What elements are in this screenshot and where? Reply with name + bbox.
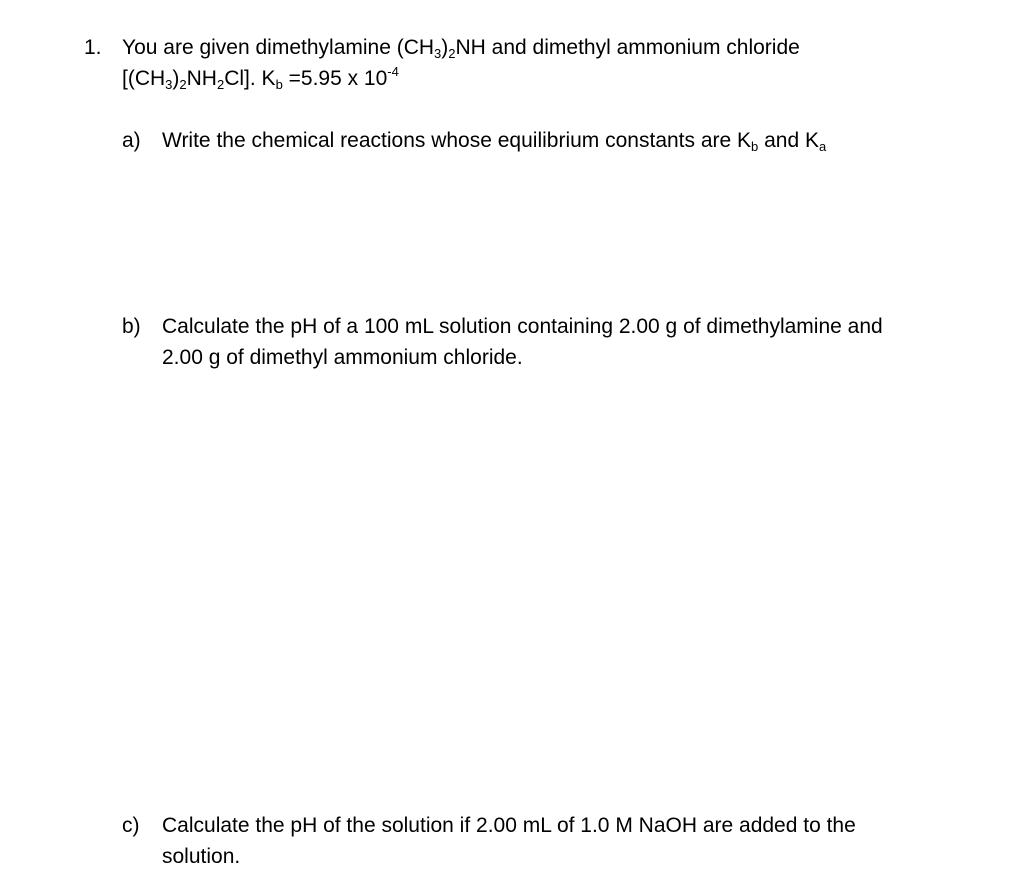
part-b-line-1: Calculate the pH of a 100 mL solution containing 2.00 g of dimethylamine and bbox=[162, 315, 883, 338]
part-c-line-1: Calculate the pH of the solution if 2.00 mL of 1.0 M NaOH are added to the bbox=[162, 814, 856, 837]
part-c-line-2: solution. bbox=[162, 845, 241, 868]
part-a-text-mid: and K bbox=[758, 129, 819, 152]
intro-text: ) bbox=[441, 36, 449, 59]
intro-subscript: 3 bbox=[165, 77, 173, 92]
intro-subscript: b bbox=[275, 77, 283, 92]
part-c-label: c) bbox=[122, 814, 140, 837]
intro-text: You are given dimethylamine (CH bbox=[122, 36, 435, 59]
intro-text: Cl]. K bbox=[224, 67, 276, 90]
intro-subscript: 3 bbox=[434, 46, 442, 61]
part-b-line-2: 2.00 g of dimethyl ammonium chloride. bbox=[162, 346, 523, 369]
part-a-subscript-b: b bbox=[751, 139, 759, 154]
question-intro-line-1 bbox=[122, 32, 1002, 63]
part-a-label: a) bbox=[122, 129, 141, 152]
intro-text: =5.95 x 10 bbox=[282, 67, 388, 90]
intro-text: NH bbox=[186, 67, 217, 90]
part-a-text-main: Write the chemical reactions whose equilibrium constants are K bbox=[162, 129, 752, 152]
question-intro-line-2 bbox=[122, 63, 1002, 94]
question-intro bbox=[122, 32, 1002, 94]
intro-text: ) bbox=[172, 67, 180, 90]
part-b-text bbox=[162, 311, 1002, 373]
intro-text: [(CH bbox=[122, 67, 166, 90]
intro-superscript: -4 bbox=[387, 64, 399, 79]
intro-subscript: 2 bbox=[216, 77, 225, 92]
intro-text: NH and dimethyl ammonium chloride bbox=[455, 36, 800, 59]
question-number: 1. bbox=[84, 36, 102, 59]
intro-subscript: 2 bbox=[179, 77, 187, 92]
intro-subscript: 2 bbox=[448, 46, 456, 61]
part-c-text bbox=[162, 810, 1002, 872]
part-a-subscript-a: a bbox=[819, 139, 827, 154]
part-b-label: b) bbox=[122, 315, 141, 338]
part-a-text bbox=[162, 125, 1002, 156]
